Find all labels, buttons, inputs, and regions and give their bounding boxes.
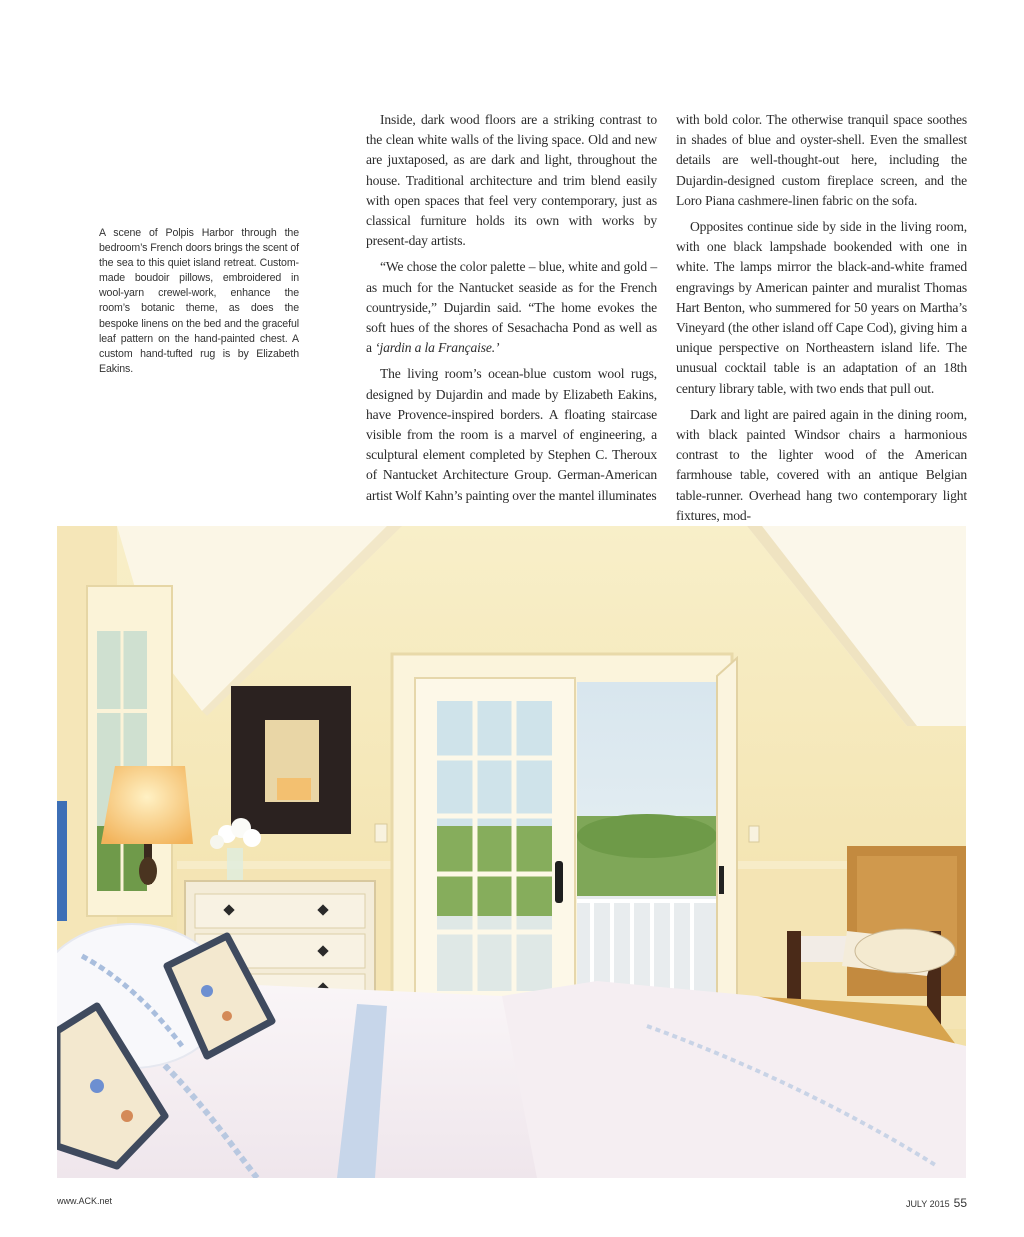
page-number: 55 bbox=[953, 1196, 967, 1210]
bedroom-photo bbox=[57, 526, 966, 1178]
quote-text: “We chose the color palette – blue, white and gold – as much for the Nantucket seaside as for the French countryside,” Dujardin said. “The home evokes the soft hues of the shores of Sesachacha Pond as well as a bbox=[366, 259, 657, 356]
article-paragraph: The living room’s ocean-blue custom wool rugs, designed by Dujardin and made by Elizabeth Eakins, have Provence-inspired borders. A floating staircase visible from the room is a marvel of engineering, a sculptural element completed by Stephen C. Theroux of Nantucket Architecture Group. German-American artist Wolf Kahn’s painting over the mantel illuminates bbox=[366, 366, 657, 503]
article-paragraph: Inside, dark wood floors are a striking contrast to the clean white walls of the living space. Old and new are juxtaposed, as are dark and light, throughout the house. Traditional architecture and trim blend easily with open spaces that feel very contemporary, just as classical furniture holds its own with works by present-day artists. bbox=[366, 112, 657, 249]
article-column-2 bbox=[676, 110, 967, 526]
bedroom-illustration bbox=[57, 526, 966, 1178]
article-paragraph: Dark and light are paired again in the dining room, with black painted Windsor chairs a harmonious contrast to the lighter wood of the American farmhouse table, covered with an antique Belgian table-runner. Overhead hang two contemporary light fixtures, mod- bbox=[676, 406, 967, 523]
article-paragraph-continued: with bold color. The otherwise tranquil space soothes in shades of blue and oyster-shell. Even the smallest details are well-thought-out here, including the Dujardin-designed custom fireplace screen, and the Loro Piana cashmere-linen fabric on the sofa. bbox=[676, 112, 967, 208]
quote-italic: ‘jardin a la Française.’ bbox=[375, 340, 500, 356]
article-paragraph: Opposites continue side by side in the living room, with one black lampshade bookended with one in white. The lamps mirror the black-and-white framed engravings by American painter and muralist Thomas Hart Benton, who summered for 50 years on Martha’s Vineyard (the other island off Cape Cod), giving him a unique perspective on Northeastern island life. The unusual cocktail table is an adaptation of an 18th century library table, with two ends that pull out. bbox=[676, 219, 967, 396]
article-column-1 bbox=[366, 110, 657, 506]
footer-issue-date: JULY 2015 bbox=[905, 1199, 950, 1209]
article-paragraph-quote bbox=[366, 257, 657, 358]
photo-caption: A scene of Polpis Harbor through the bedroom’s French doors brings the scent of the sea to this quiet island retreat. Custom-made boudoir pillows, embroidered in wool-yarn crewel-work, enhance the room’s botanic theme, as does the bespoke linens on the bed and the graceful leaf pattern on the hand-painted chest. A custom hand-tufted rug is by Elizabeth Eakins. bbox=[99, 227, 299, 375]
footer-website: www.ACK.net bbox=[57, 1196, 113, 1206]
footer-folio bbox=[906, 1196, 967, 1210]
